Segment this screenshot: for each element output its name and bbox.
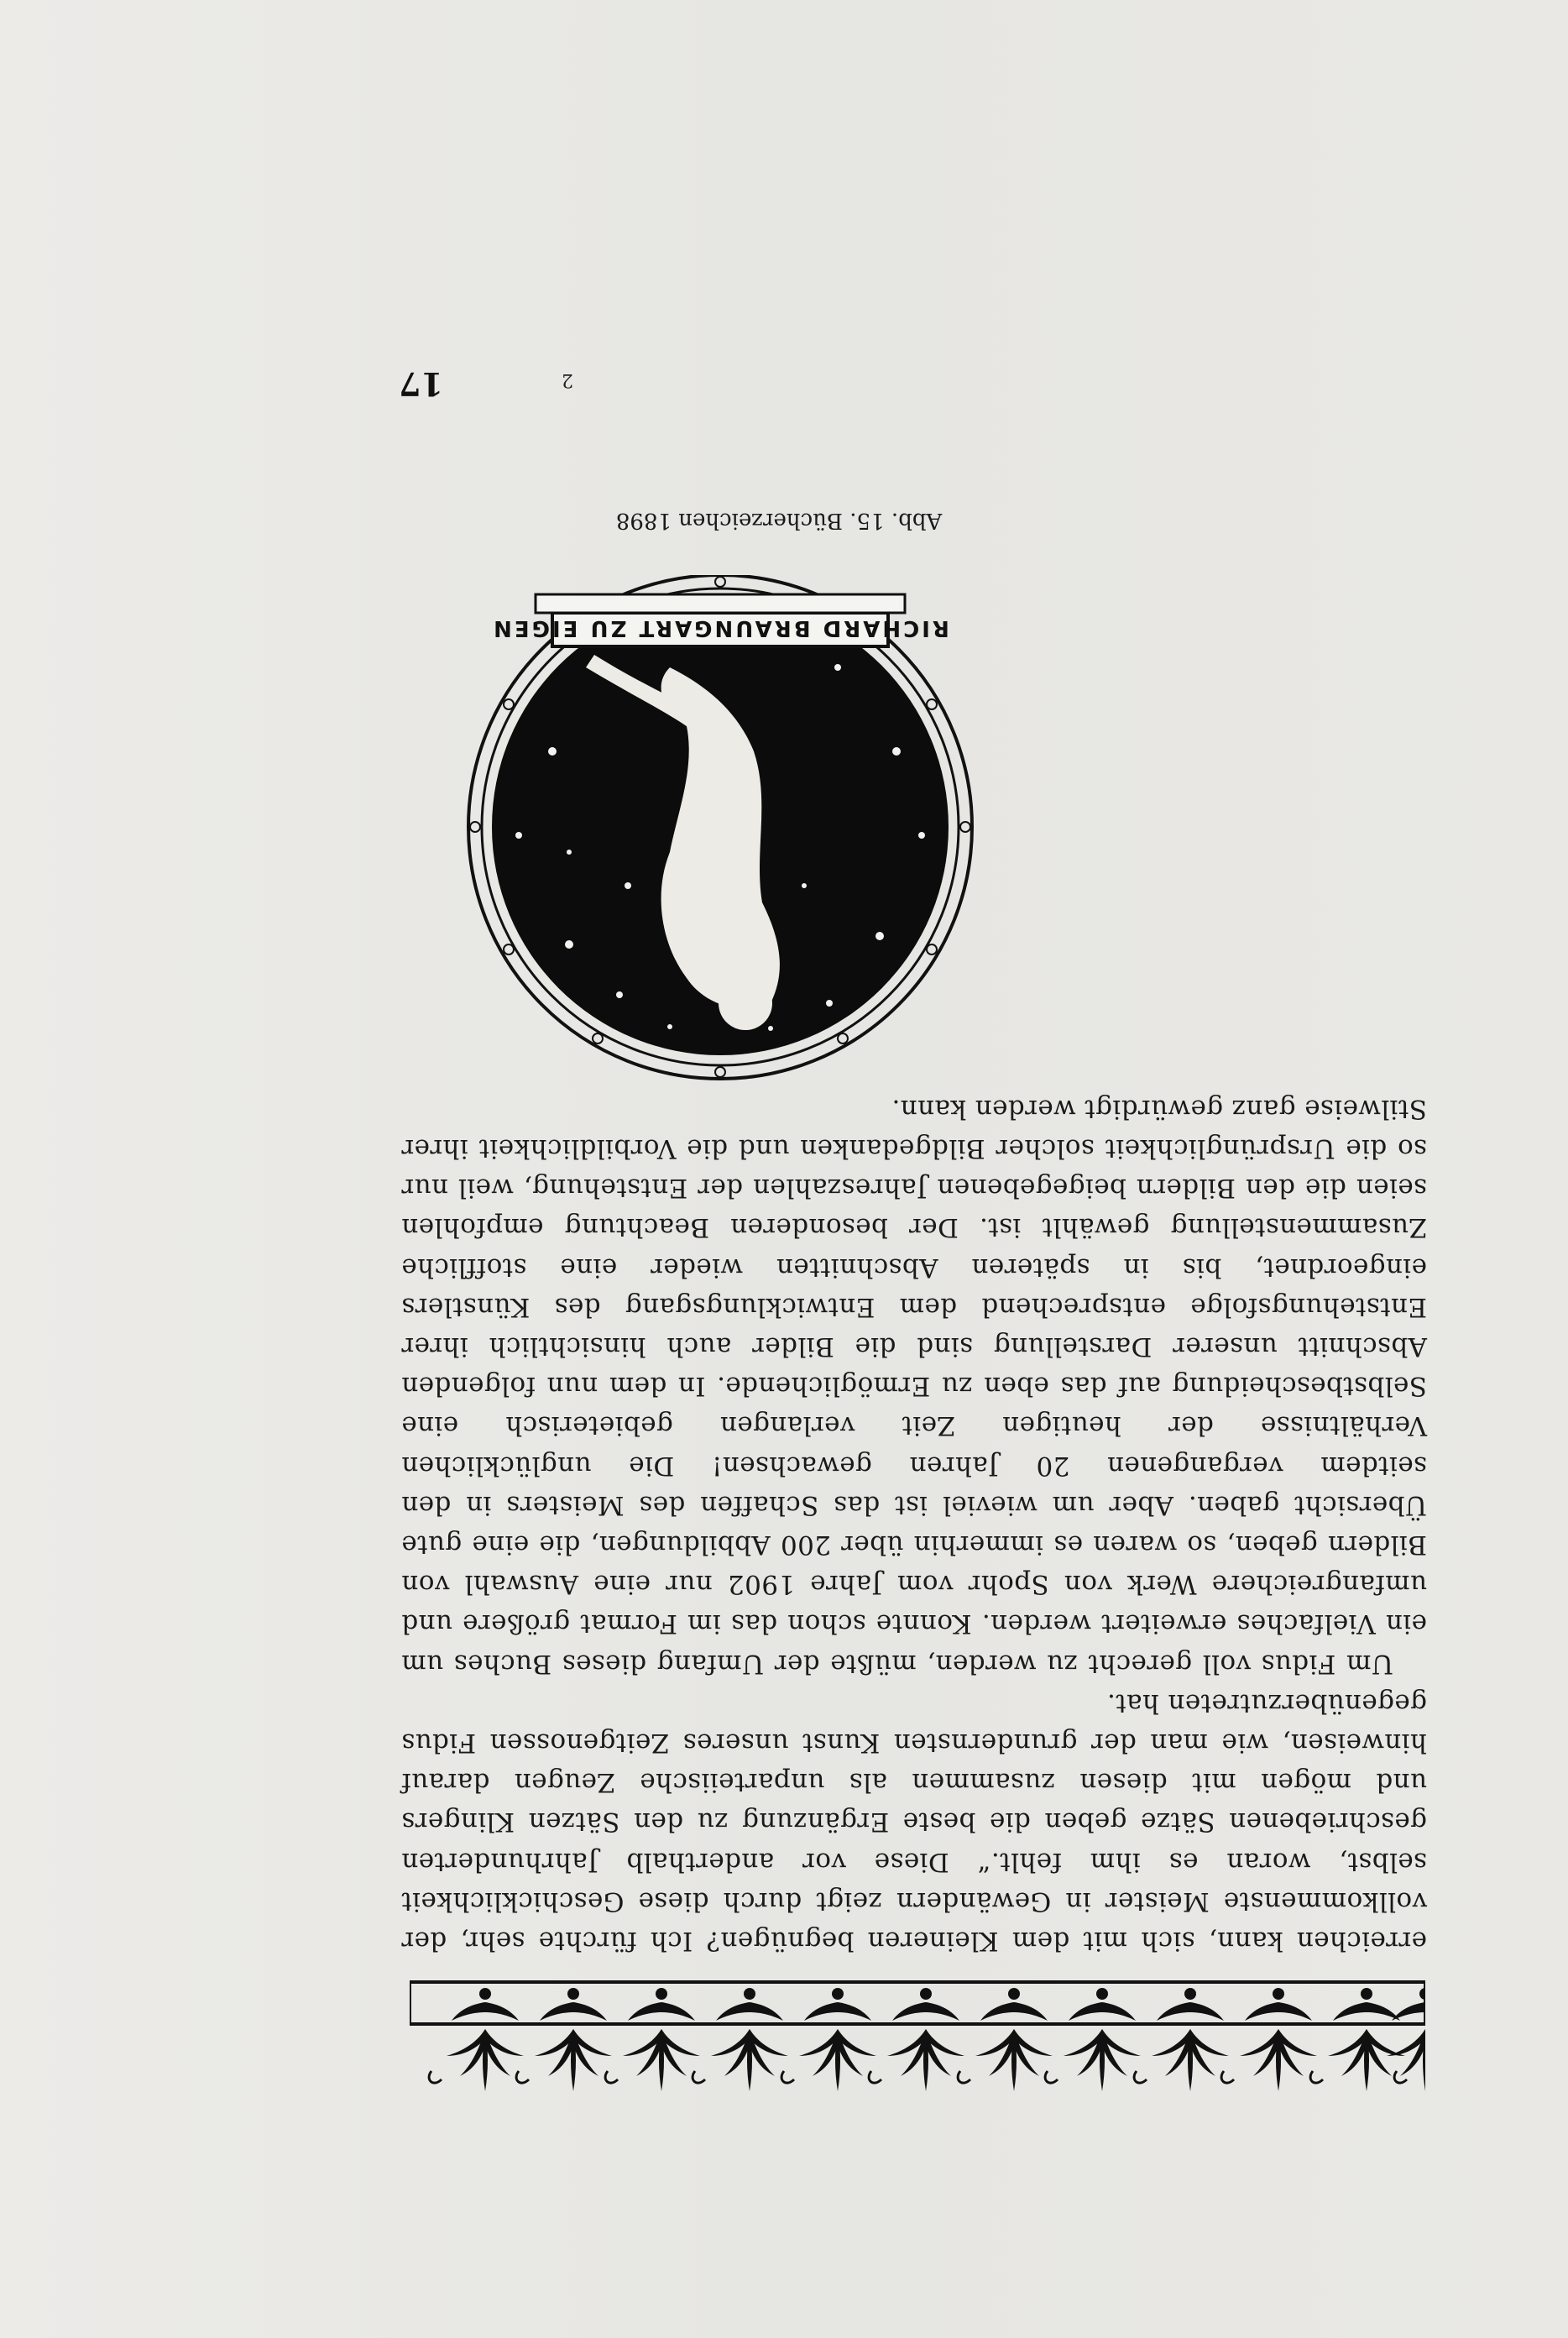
bookplate-banner-text: RICHARD BRAUNGART ZU EIGEN	[491, 615, 949, 641]
page-number: 17	[399, 365, 443, 403]
floral-ornament-border	[410, 1970, 1425, 2096]
figure-caption: Abb. 15. Bücherzeichen 1898	[615, 508, 943, 533]
paragraph-1: erreichen kann, sich mit dem Kleineren begnügen? Ich fürchte sehr, der vollkommenste Meister in Gewändern zeigt durch diese Geschicklichkeit selbst, woran es ihm fehlt.“ Diese vor anderthalb Jahrhunderten geschriebenen Sätze geben die beste Ergänzung zu den Sätzen Klingers und mögen mit diesen zusammen als unparteiische Zeugen darauf hinweisen, wie man der grundernsten Kunst unseres Zeitgenossen Fidus gegenüberzutreten hat.	[401, 1687, 1427, 1956]
signature-mark: 2	[562, 369, 573, 390]
body-text	[401, 1089, 1427, 1960]
bookplate-illustration	[418, 575, 1022, 1104]
paragraph-2: Um Fidus voll gerecht zu werden, müßte der Umfang dieses Buches um ein Vielfaches erweitert werden. Konnte schon das im Format größere und umfangreichere Werk von Spohr vom Jahre 1902 nur eine Auswahl von Bildern geben, so waren es immerhin über 200 Abbildungen, die eine gute Übersicht gaben. Aber um wieviel ist das Schaffen des Meisters in den seitdem vergangenen 20 Jahren gewachsen! Die unglücklichen Verhältnisse der heutigen Zeit verlangen gebieterisch eine Selbstbescheidung auf das eben zu Ermöglichende. In dem nun folgenden Abschnitt unserer Darstellung sind die Bilder auch hinsichtlich ihrer Entstehungsfolge entsprechend dem Entwicklungsgang des Künstlers eingeordnet, bis in späteren Abschnitten wieder eine stoffliche Zusammenstellung gewählt ist. Der besonderen Beachtung empfohlen seien die den Bildern beigegebenen Jahreszahlen der Entstehung, weil nur so die Ursprünglichkeit solcher Bildgedanken und die Vorbildlichkeit ihrer Stilweise ganz gewürdigt werden kann.	[401, 1093, 1427, 1679]
